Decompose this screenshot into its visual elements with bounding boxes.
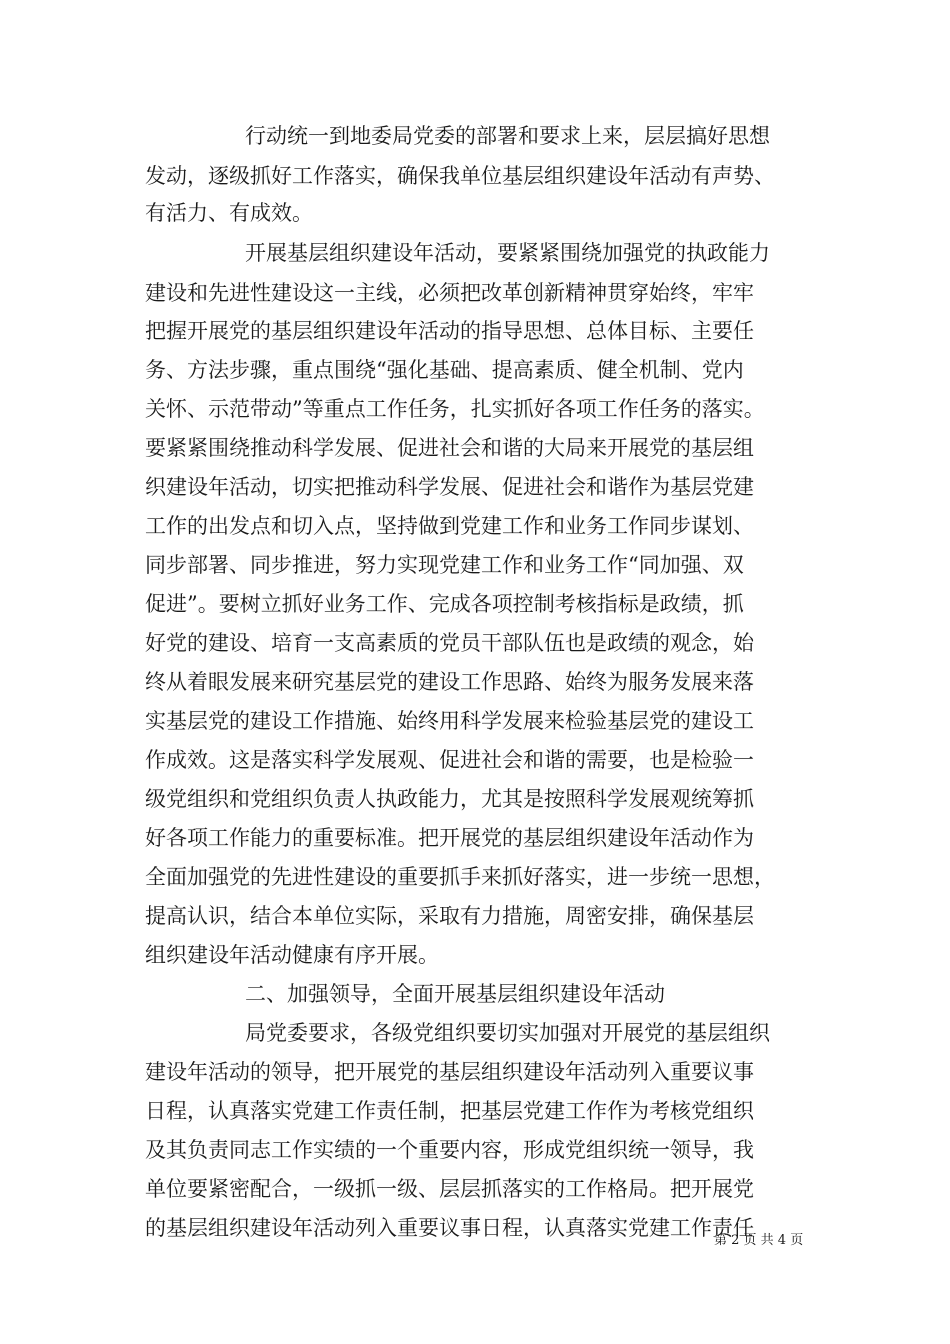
text-line: 同步部署、同步推进，努力实现党建工作和业务工作“同加强、双 [145, 553, 744, 577]
text-line: 好各项工作能力的重要标准。把开展党的基层组织建设年活动作为 [145, 826, 754, 850]
text-line: 的基层组织建设年活动列入重要议事日程，认真落实党建工作责任 [145, 1216, 754, 1240]
text-line: 组织建设年活动健康有序开展。 [145, 943, 439, 967]
text-line: 工作的出发点和切入点，坚持做到党建工作和业务工作同步谋划、 [145, 514, 754, 538]
text-line: 日程，认真落实党建工作责任制，把基层党建工作作为考核党组织 [145, 1099, 754, 1123]
text-line: 促进”。要树立抓好业务工作、完成各项控制考核指标是政绩，抓 [145, 592, 744, 616]
text-line: 级党组织和党组织负责人执政能力，尤其是按照科学发展观统筹抓 [145, 787, 754, 811]
text-line: 要紧紧围绕推动科学发展、促进社会和谐的大局来开展党的基层组 [145, 436, 754, 460]
text-line: 建设和先进性建设这一主线，必须把改革创新精神贯穿始终，牢牢 [145, 281, 754, 305]
text-line: 及其负责同志工作实绩的一个重要内容，形成党组织统一领导，我 [145, 1138, 754, 1162]
text-line: 好党的建设、培育一支高素质的党员干部队伍也是政绩的观念，始 [145, 631, 754, 655]
text-line: 开展基层组织建设年活动，要紧紧围绕加强党的执政能力 [245, 241, 770, 265]
text-line: 把握开展党的基层组织建设年活动的指导思想、总体目标、主要任 [145, 319, 754, 343]
page-footer: 第 2 页 共 4 页 [714, 1233, 804, 1248]
text-line: 全面加强党的先进性建设的重要抓手来抓好落实，进一步统一思想， [145, 865, 775, 889]
text-line: 单位要紧密配合，一级抓一级、层层抓落实的工作格局。把开展党 [145, 1177, 754, 1201]
text-line: 关怀、示范带动”等重点工作任务，扎实抓好各项工作任务的落实。 [145, 397, 765, 421]
text-line: 行动统一到地委局党委的部署和要求上来，层层搞好思想 [245, 124, 770, 148]
text-line: 提高认识，结合本单位实际，采取有力措施，周密安排，确保基层 [145, 904, 754, 928]
text-line: 有活力、有成效。 [145, 201, 313, 225]
text-line: 局党委要求，各级党组织要切实加强对开展党的基层组织 [245, 1021, 770, 1045]
text-line: 作成效。这是落实科学发展观、促进社会和谐的需要，也是检验一 [145, 748, 754, 772]
text-line: 实基层党的建设工作措施、始终用科学发展来检验基层党的建设工 [145, 709, 754, 733]
text-line: 发动，逐级抓好工作落实，确保我单位基层组织建设年活动有声势、 [145, 164, 775, 188]
text-line: 织建设年活动，切实把推动科学发展、促进社会和谐作为基层党建 [145, 475, 754, 499]
text-line: 务、方法步骤，重点围绕“强化基础、提高素质、健全机制、党内 [145, 358, 744, 382]
text-line: 建设年活动的领导，把开展党的基层组织建设年活动列入重要议事 [145, 1060, 754, 1084]
section-heading: 二、加强领导，全面开展基层组织建设年活动 [245, 982, 665, 1006]
text-line: 终从着眼发展来研究基层党的建设工作思路、始终为服务发展来落 [145, 670, 754, 694]
